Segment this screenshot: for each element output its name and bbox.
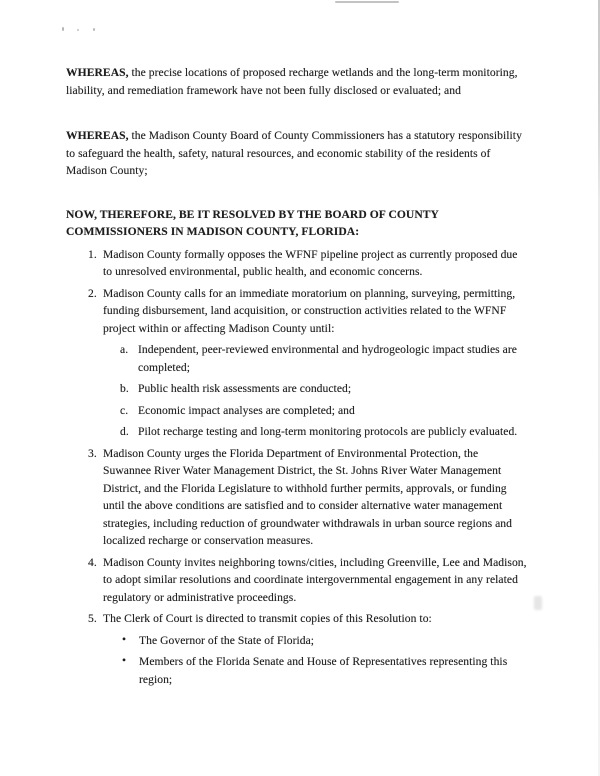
condition-d [66, 423, 528, 441]
item-text: Public health risk assessments are conducted; [138, 382, 352, 395]
conditions-sublist [66, 341, 528, 441]
scan-artifact-speck [93, 28, 95, 31]
condition-a [66, 341, 528, 376]
item-text: Members of the Florida Senate and House of Representatives representing this region; [139, 655, 508, 686]
whereas-text: the Madison County Board of County Commissioners has a statutory responsibility to safeguard the health, safety, natural resources, and economic stability of the residents of Madison County; [66, 129, 522, 177]
resolution-heading: NOW, THEREFORE, BE IT RESOLVED BY THE BOARD OF COUNTY COMMISSIONERS IN MADISON COUNTY, FLORIDA: [66, 207, 439, 238]
whereas-clause [66, 64, 528, 99]
scan-artifact-top-line [335, 1, 399, 3]
recipients-list [66, 632, 528, 689]
item-letter: a. [120, 343, 129, 356]
bullet-icon: • [122, 632, 127, 646]
item-number: 1. [88, 247, 97, 261]
item-letter: d. [120, 425, 129, 438]
scan-artifact-speck [62, 27, 64, 31]
item-text: Madison County formally opposes the WFNF pipeline project as currently proposed due to unresolved environmental, public health, and economic concerns. [103, 247, 518, 278]
item-text: Madison County urges the Florida Department of Environmental Protection, the Suwannee River Water Management District, the St. Johns River Water Management District, and the Florida Legislature to withhold further permits, approvals, or funding until the above conditions are satisfied and to consider alternative water management strategies, including reduction of groundwater withdrawals in urban source regions and localized recharge or conservation measures. [103, 446, 512, 547]
item-number: 2. [88, 286, 97, 300]
document-body [66, 64, 528, 692]
item-number: 4. [88, 555, 97, 569]
condition-b [66, 380, 528, 398]
item-text: Economic impact analyses are completed; and [138, 403, 355, 417]
scan-artifact-speck [77, 29, 79, 31]
resolved-item-1 [66, 246, 528, 281]
whereas-text: the precise locations of proposed recharge wetlands and the long-term monitoring, liability, and remediation framework have not been fully disclosed or evaluated; and [66, 66, 518, 97]
item-number: 3. [88, 446, 97, 460]
scan-artifact-smudge [534, 596, 542, 610]
whereas-lead: WHEREAS, [66, 66, 129, 79]
resolved-item-2 [66, 285, 528, 338]
item-text: The Governor of the State of Florida; [139, 633, 315, 647]
resolved-item-3 [66, 445, 528, 550]
item-text: Madison County invites neighboring towns/cities, including Greenville, Lee and Madison, to adopt similar resolutions and coordinate intergovernmental engagement in any related regulatory or administrative proceedings. [103, 555, 527, 604]
recipient-item [66, 632, 528, 650]
item-text: Madison County calls for an immediate moratorium on planning, surveying, permitting, funding disbursement, land acquisition, or construction activities related to the WFNF project within or affecting Madison County until: [103, 286, 516, 335]
resolved-items-list [66, 246, 528, 689]
bullet-icon: • [122, 654, 127, 667]
resolved-item-5 [66, 610, 528, 628]
item-text: Independent, peer-reviewed environmental and hydrogeologic impact studies are completed; [138, 343, 517, 374]
recipient-item [66, 653, 528, 688]
item-text: The Clerk of Court is directed to transmit copies of this Resolution to: [103, 612, 432, 625]
item-letter: c. [120, 403, 129, 417]
resolved-item-4 [66, 554, 528, 607]
condition-c [66, 402, 528, 420]
item-number: 5. [88, 612, 97, 625]
item-letter: b. [120, 382, 129, 395]
whereas-clause [66, 127, 528, 180]
item-text: Pilot recharge testing and long-term monitoring protocols are publicly evaluated. [138, 425, 518, 438]
whereas-lead: WHEREAS, [66, 129, 129, 142]
